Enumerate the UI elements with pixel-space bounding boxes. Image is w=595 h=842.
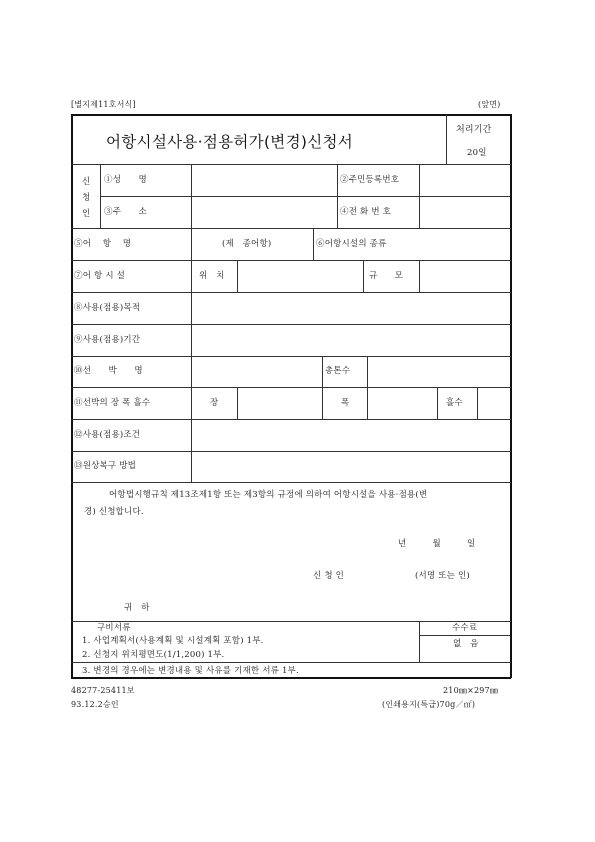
restoration-label: ⑬원상복구 방법 xyxy=(74,461,137,471)
form-code: 48277-25411보 xyxy=(71,686,135,695)
statement-line-1: 어항법시행규칙 제13조제1항 또는 제3항의 규정에 의하여 어항시설을 사용·점용(변 xyxy=(109,490,428,500)
resident-id-field[interactable] xyxy=(420,165,509,195)
vessel-dimensions-label: ⑪선박의 장 폭 흘수 xyxy=(74,398,151,408)
name-field[interactable] xyxy=(192,165,336,195)
port-name-class-hint[interactable]: (제 종어항) xyxy=(222,239,272,249)
processing-period-value: 20일 xyxy=(467,148,487,158)
scale-field[interactable] xyxy=(420,261,509,291)
conditions-label: ⑫사용(점용)조건 xyxy=(74,430,141,440)
name-label: ①성 명 xyxy=(104,175,147,185)
period-label: ⑨사용(점용)기간 xyxy=(74,335,141,345)
fee-label: 수수료 xyxy=(452,623,478,633)
conditions-field[interactable] xyxy=(192,420,509,450)
facility-type-label: ⑥어항시설의 종류 xyxy=(316,239,387,249)
length-label: 장 xyxy=(210,398,219,408)
statement-line-2: 경) 신청합니다. xyxy=(84,507,144,517)
address-label: ③주 소 xyxy=(104,207,147,217)
facility-type-field[interactable] xyxy=(420,229,509,259)
applicant-section-char-3: 인 xyxy=(82,209,91,219)
tonnage-field[interactable] xyxy=(368,357,509,386)
address-field[interactable] xyxy=(192,197,336,227)
approval-date: 93.12.2승인 xyxy=(71,700,119,709)
required-document-3: 3. 변경의 경우에는 변경내용 및 사유를 기재한 서류 1부. xyxy=(82,666,299,676)
processing-period-label: 처리기간 xyxy=(456,125,492,135)
application-date[interactable]: 년 월 일 xyxy=(398,539,476,549)
draft-label: 흘수 xyxy=(446,398,463,408)
paper-spec: (인쇄용지(특급)70g／㎡) xyxy=(382,700,476,709)
length-field[interactable] xyxy=(238,388,321,418)
purpose-field[interactable] xyxy=(192,293,509,323)
form-title: 어항시설사용·점용허가(변경)신청서 xyxy=(106,133,354,151)
fee-value: 없 음 xyxy=(453,639,479,649)
width-field[interactable] xyxy=(368,388,436,418)
phone-label: ④전 화 번 호 xyxy=(340,207,392,217)
applicant-section-char-1: 신 xyxy=(82,177,91,187)
facility-label: ⑦어 항 시 설 xyxy=(74,271,126,281)
addressee-label: 귀 하 xyxy=(124,603,150,613)
scale-label: 규 모 xyxy=(369,271,404,281)
tonnage-label: 총톤수 xyxy=(325,366,351,376)
form-number: [별지제11호서식] xyxy=(71,100,136,109)
vessel-name-label: ⑩선 박 명 xyxy=(74,366,143,376)
required-document-2: 2. 신청지 위치평면도(1/1,200) 1부. xyxy=(82,650,225,660)
paper-size: 210㎜×297㎜ xyxy=(443,686,499,695)
location-label: 위 치 xyxy=(199,271,225,281)
page-side-label: (앞면) xyxy=(478,100,501,109)
period-field[interactable] xyxy=(192,325,509,355)
phone-field[interactable] xyxy=(420,197,509,227)
applicant-section-char-2: 청 xyxy=(82,193,91,203)
width-label: 폭 xyxy=(341,398,350,408)
port-name-label: ⑤어 항 명 xyxy=(74,239,132,249)
vessel-name-field[interactable] xyxy=(192,357,321,386)
signature-hint: (서명 또는 인) xyxy=(415,571,470,581)
signer-label: 신 청 인 xyxy=(313,571,345,581)
required-documents-heading: 구비서류 xyxy=(97,623,131,633)
draft-field[interactable] xyxy=(478,388,509,418)
resident-id-label: ②주민등록번호 xyxy=(340,175,400,185)
signer-field[interactable] xyxy=(350,566,412,582)
required-document-1: 1. 사업계획서(사용계획 및 시설계획 포함) 1부. xyxy=(82,636,264,646)
location-field[interactable] xyxy=(238,261,362,291)
purpose-label: ⑧사용(점용)목적 xyxy=(74,303,141,313)
restoration-field[interactable] xyxy=(192,452,509,481)
